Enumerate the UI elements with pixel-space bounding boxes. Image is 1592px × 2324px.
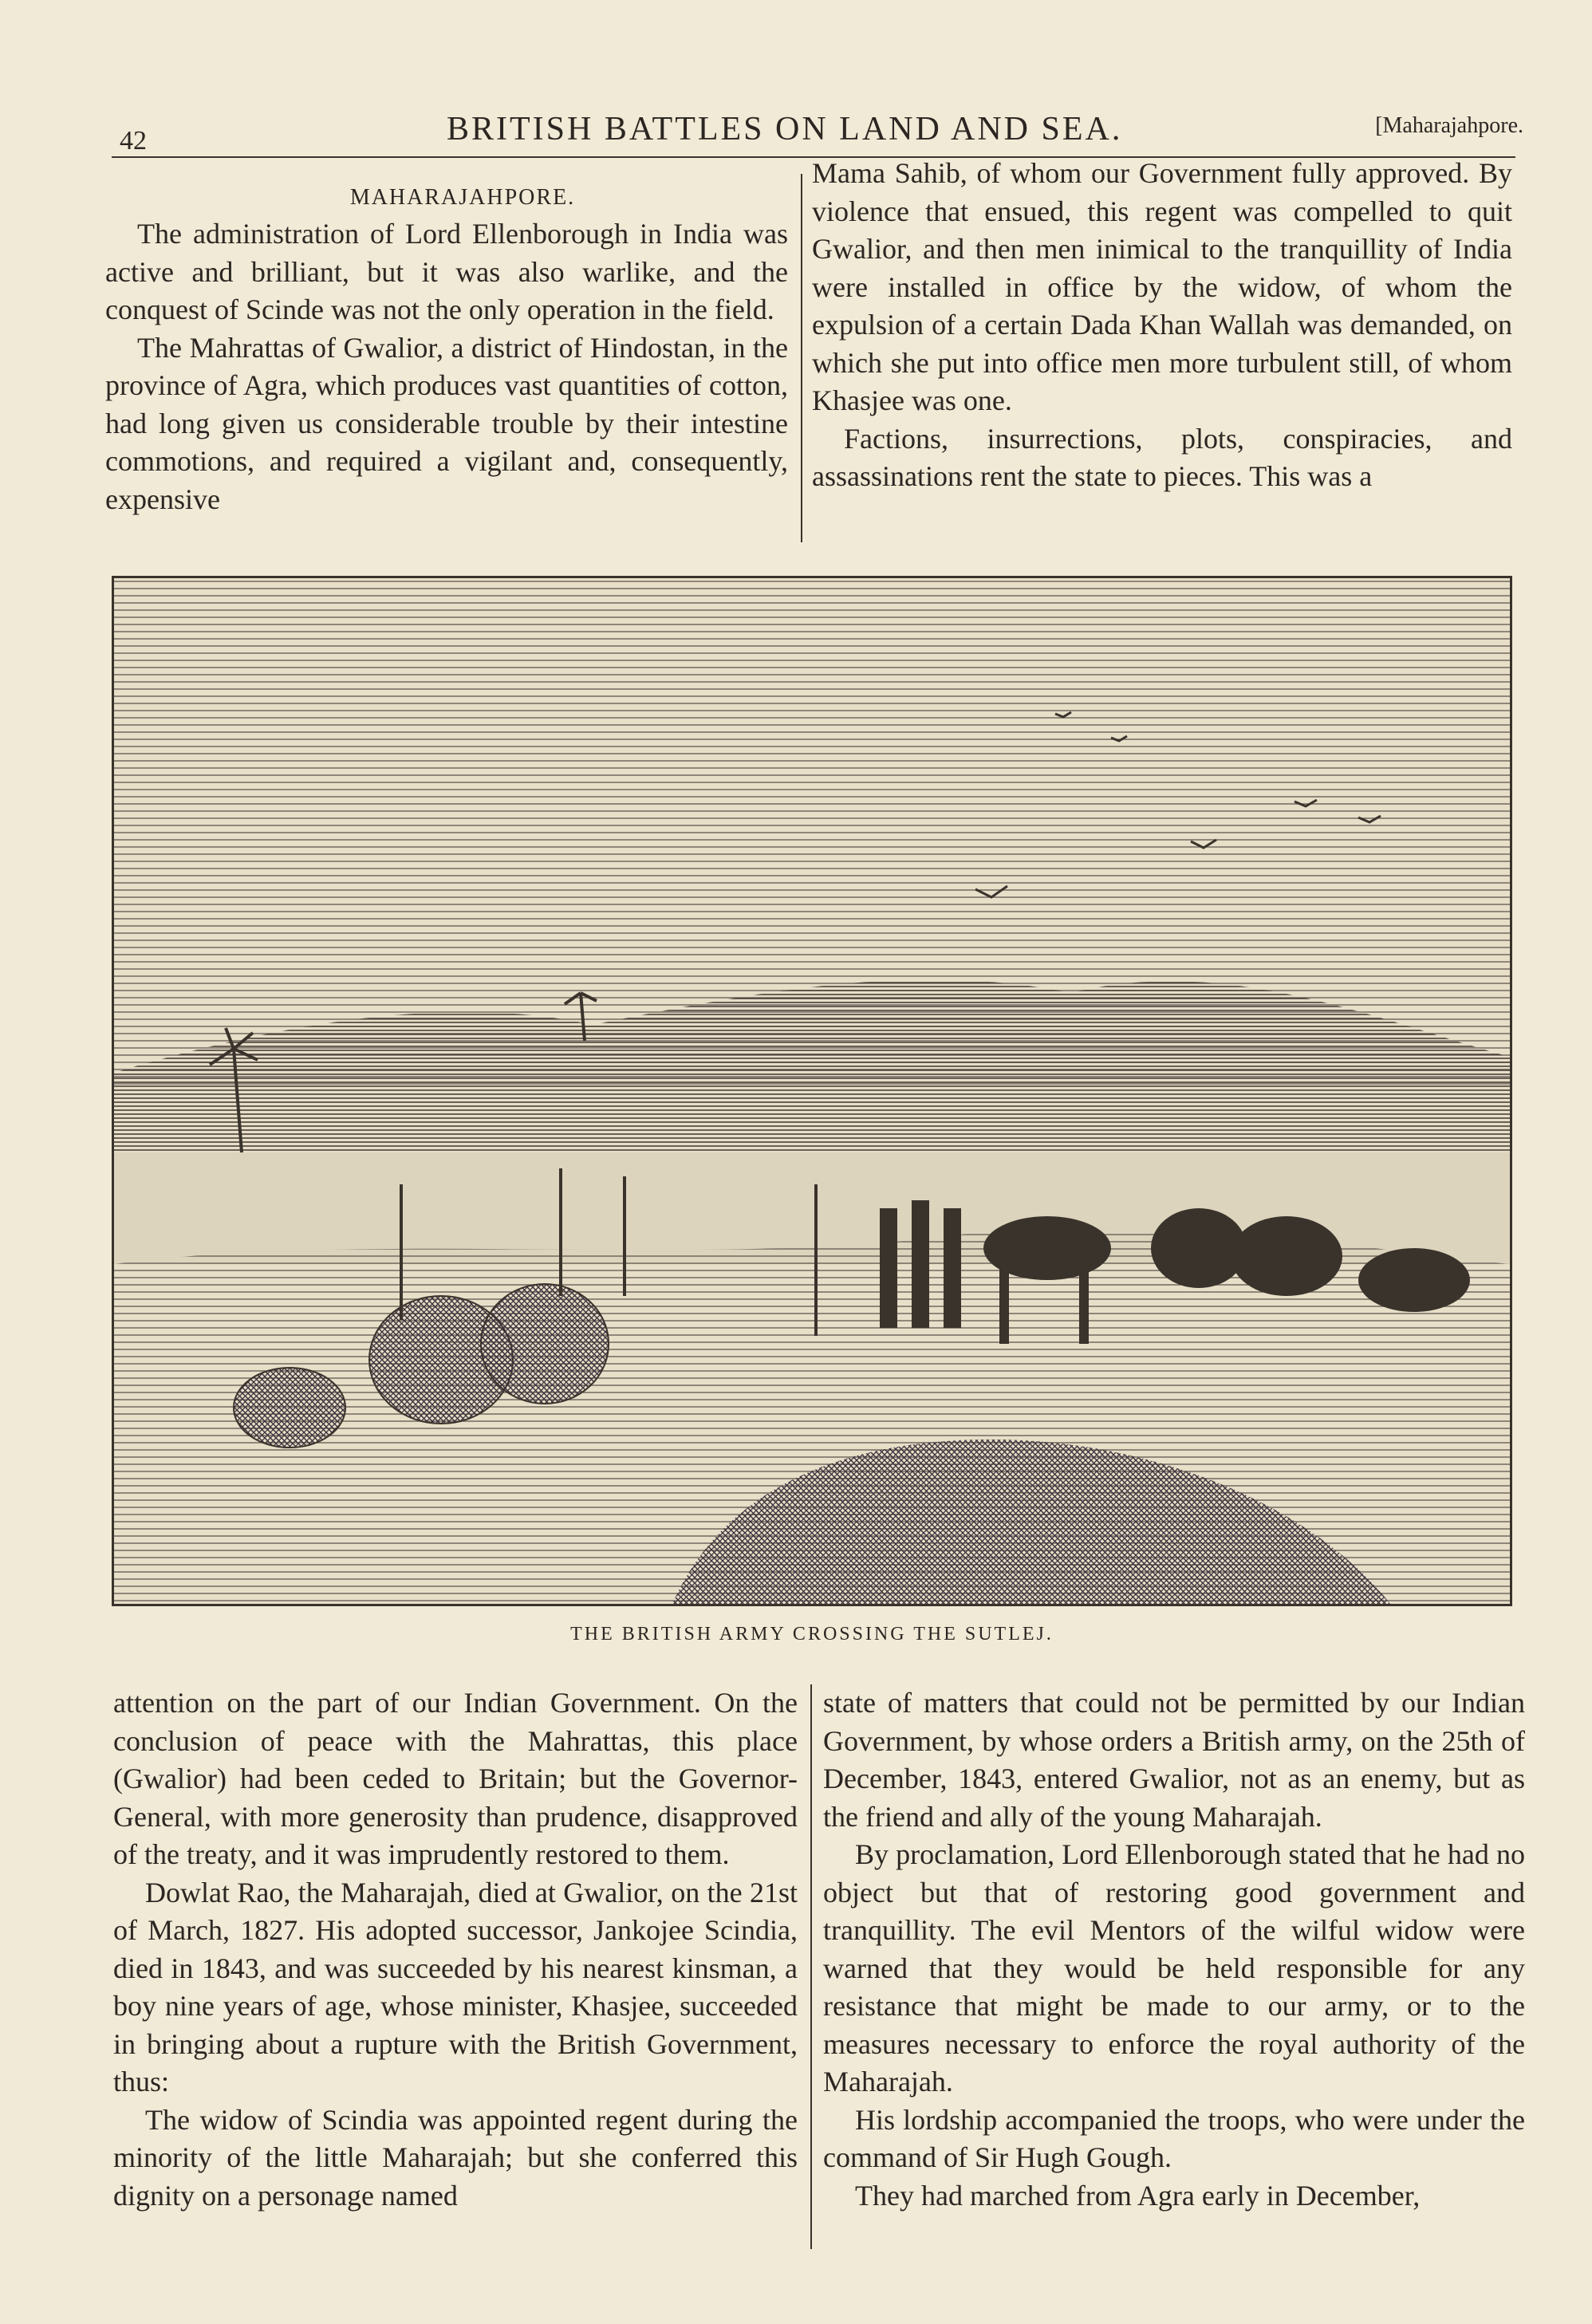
paragraph: The widow of Scindia was appointed regent during the minority of the little Maharajah; but she conferred this dignity on a personage named [113,2103,798,2212]
column-rule [801,174,802,542]
bottom-left-column [113,1684,798,2215]
paragraph: attention on the part of our Indian Government. On the conclusion of peace with the Mahrattas, this place (Gwalior) had been ceded to Britain; but the Governor-General, with more generosity than prudence, disapproved of the treaty, and it was imprudently restored to them. [113,1687,798,1870]
paragraph: They had marched from Agra early in December, [855,2179,1421,2212]
paragraph: Dowlat Rao, the Maharajah, died at Gwalior, on the 21st of March, 1827. His adopted successor, Jankojee Scindia, died in 1843, and was succeeded by his nearest kinsman, a boy nine years of age, whose minister, Khasjee, succeeded in bringing about a rupture with the British Government, thus: [113,1876,798,2098]
paragraph: state of matters that could not be permitted by our Indian Government, by whose orders a British army, on the 25th of December, 1843, entered Gwalior, not as an enemy, but as the friend and ally of the young Maharajah. [823,1687,1525,1833]
page-header [120,102,1523,158]
engraving-drawing [114,578,1510,1604]
paragraph: By proclamation, Lord Ellenborough stated that he had no object but that of restoring good government and tranquillity. The evil Mentors of the wilful widow were warned that they would be held responsible for any resistance that might be made to our army, or to the measures necessary to enforce the royal authority of the Maharajah. [823,1838,1525,2098]
paragraph: The Mahrattas of Gwalior, a district of Hindostan, in the province of Agra, which produces vast quantities of cotton, had long given us considerable trouble by their intestine commotions, and required a vigilant and, consequently, expensive [105,331,788,515]
section-tag: [Maharajahpore. [1375,113,1523,138]
paragraph: Factions, insurrections, plots, conspiracies, and assassinations rent the state to pieces. This was a [812,422,1512,492]
column-rule [810,1684,812,2249]
engraving-illustration [112,576,1512,1606]
paragraph: The administration of Lord Ellenborough in India was active and brilliant, but it was also warlike, and the conquest of Scinde was not the only operation in the field. [105,218,788,325]
illustration-caption: THE BRITISH ARMY CROSSING THE SUTLEJ. [570,1624,1054,1645]
top-left-column [105,180,788,518]
top-right-column [812,155,1512,496]
paragraph: Mama Sahib, of whom our Government fully approved. By violence that ensued, this regent was compelled to quit Gwalior, and then men inimical to the tranquillity of India were installed in office by the widow, of whom the expulsion of a certain Dada Khan Wallah was demanded, on which she put into office men more turbulent still, of whom Khasjee was one. [812,157,1512,416]
paragraph: His lordship accompanied the troops, who were under the command of Sir Hugh Gough. [823,2103,1525,2173]
bottom-right-column [823,1684,1525,2215]
page-number: 42 [120,126,147,156]
running-title: BRITISH BATTLES ON LAND AND SEA. [447,111,1123,148]
section-heading: MAHARAJAHPORE. [349,185,576,210]
